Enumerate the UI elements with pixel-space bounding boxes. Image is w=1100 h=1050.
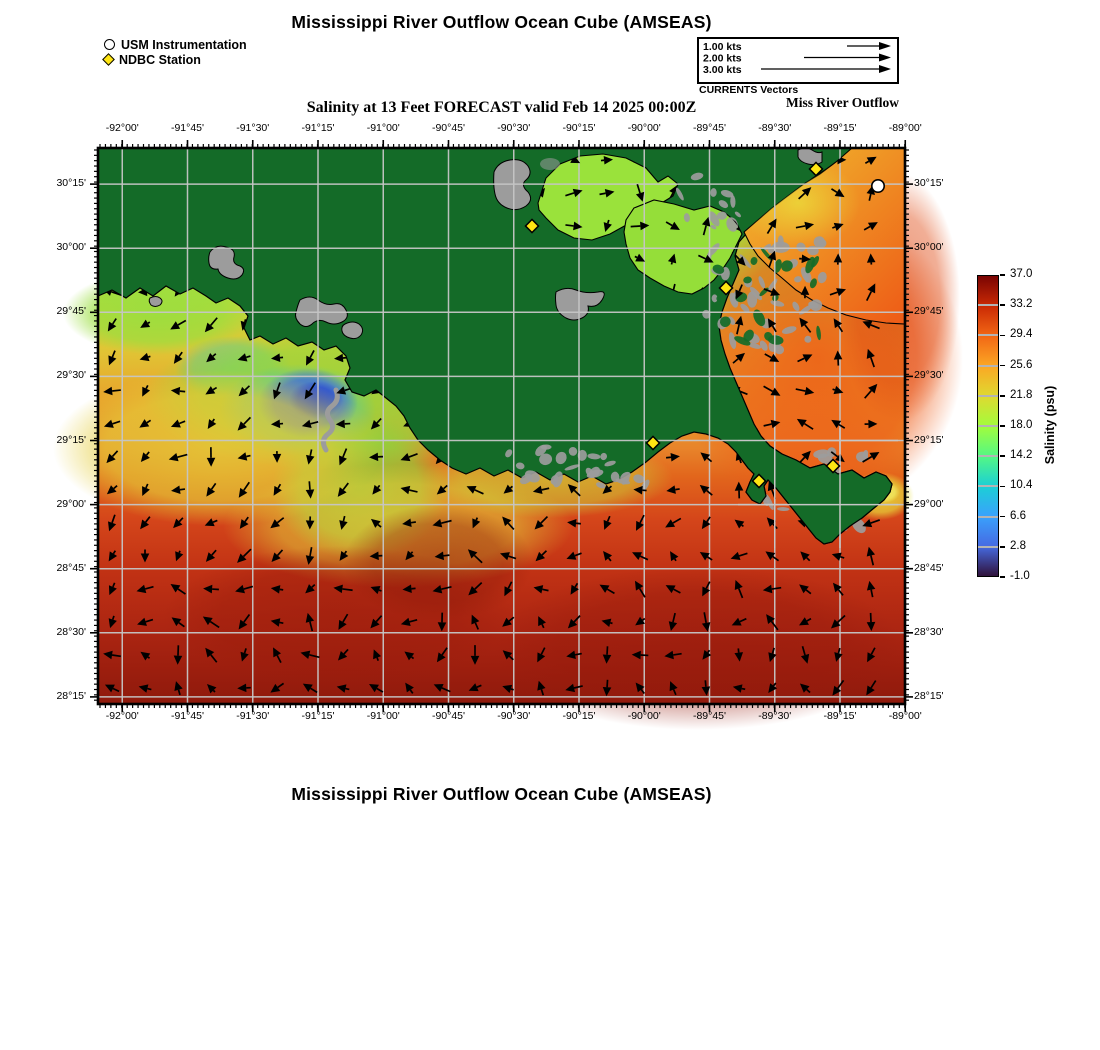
colorbar-tick-label: 29.4 <box>1010 328 1033 341</box>
lon-tick-label: -90°15' <box>562 122 596 134</box>
lon-tick-label: -90°45' <box>431 710 466 722</box>
miss-river-outflow-label: Miss River Outflow <box>786 95 899 110</box>
lon-tick-label: -90°00' <box>627 122 661 134</box>
colorbar-tick <box>1000 576 1005 578</box>
lon-tick-label: -92°00' <box>105 710 139 722</box>
colorbar-tick-label: 18.0 <box>1010 419 1033 431</box>
colorbar-gridline <box>978 334 998 336</box>
colorbar-tick-label: 10.4 <box>1010 479 1033 492</box>
lat-tick-label: 29°45' <box>56 305 86 318</box>
colorbar-tick <box>1000 395 1005 397</box>
lon-tick-label: -89°00' <box>888 122 922 134</box>
colorbar-axis-label: Salinity (psu) <box>1043 385 1057 465</box>
usm-circle-icon <box>104 39 115 50</box>
colorbar-tick-label: 25.6 <box>1010 358 1033 371</box>
lat-tick-label: 28°15' <box>914 689 944 702</box>
lon-tick-label: -92°00' <box>105 122 139 134</box>
colorbar-tick <box>1000 365 1005 367</box>
lon-tick-label: -89°45' <box>692 710 727 722</box>
colorbar-tick <box>1000 455 1005 457</box>
lat-tick-label: 30°15' <box>56 177 86 190</box>
lon-tick-label: -90°30' <box>497 122 531 134</box>
colorbar-tick-label: 37.0 <box>1010 268 1033 280</box>
lat-tick-label: 30°00' <box>56 241 86 254</box>
vector-legend-row-label: 1.00 kts <box>703 41 742 53</box>
lon-tick-label: -90°45' <box>431 122 466 134</box>
colorbar-tick-label: 14.2 <box>1010 449 1033 462</box>
lon-tick-label: -89°45' <box>692 122 727 134</box>
usm-legend-label: USM Instrumentation <box>121 37 247 52</box>
lat-tick-label: 28°45' <box>914 561 944 574</box>
colorbar-gridline <box>978 395 998 397</box>
lon-tick-label: -91°00' <box>366 122 400 134</box>
vector-legend-row-label: 3.00 kts <box>703 64 742 76</box>
lon-tick-label: -90°00' <box>627 710 661 722</box>
colorbar-gridline <box>978 455 998 457</box>
lat-tick-label: 29°30' <box>56 369 86 382</box>
legend-ndbc-row <box>104 52 201 67</box>
colorbar-gridline <box>978 546 998 548</box>
lat-tick-label: 28°30' <box>56 625 86 638</box>
lon-tick-label: -89°30' <box>758 710 792 722</box>
colorbar-gridline <box>978 304 998 306</box>
forecast-subtitle: Salinity at 13 Feet FORECAST valid Feb 14 2025 00:00Z <box>306 99 697 116</box>
lon-tick-label: -91°45' <box>170 710 205 722</box>
bottom-title: Mississippi River Outflow Ocean Cube (AMSEAS) <box>291 784 712 804</box>
colorbar-tick <box>1000 335 1005 337</box>
lon-tick-label: -91°15' <box>301 710 335 722</box>
vector-legend-arrows <box>699 39 892 77</box>
top-title: Mississippi River Outflow Ocean Cube (AMSEAS) <box>291 12 712 32</box>
lon-tick-label: -89°15' <box>823 122 857 134</box>
lon-tick-label: -91°45' <box>170 122 205 134</box>
colorbar-tick <box>1000 546 1005 548</box>
lat-tick-label: 29°15' <box>56 433 86 446</box>
lon-tick-label: -89°15' <box>823 710 857 722</box>
colorbar-tick <box>1000 486 1005 488</box>
lat-tick-label: 30°15' <box>914 177 944 190</box>
lon-tick-label: -91°30' <box>236 122 270 134</box>
colorbar-gridline <box>978 425 998 427</box>
lat-tick-label: 28°15' <box>56 689 86 702</box>
colorbar-tick <box>1000 516 1005 518</box>
lon-tick-label: -91°30' <box>236 710 270 722</box>
ndbc-legend-label: NDBC Station <box>119 52 201 67</box>
lon-tick-label: -90°15' <box>562 710 596 722</box>
lat-tick-label: 28°45' <box>56 561 86 574</box>
current-vector-legend-box <box>697 37 899 84</box>
colorbar-tick-label: 2.8 <box>1010 539 1026 552</box>
colorbar-gridline <box>978 516 998 518</box>
colorbar-tick <box>1000 304 1005 306</box>
colorbar-gridline <box>978 365 998 367</box>
lat-tick-label: 29°00' <box>914 497 944 510</box>
currents-vectors-caption: CURRENTS Vectors <box>699 84 799 96</box>
salinity-map <box>98 148 905 704</box>
lon-tick-label: -91°15' <box>301 122 335 134</box>
legend-usm-row <box>104 37 247 52</box>
colorbar-tick <box>1000 425 1005 427</box>
lat-tick-label: 29°45' <box>914 305 944 318</box>
ndbc-diamond-icon <box>102 53 115 66</box>
colorbar-tick-label: 33.2 <box>1010 298 1033 311</box>
lat-tick-label: 29°00' <box>56 497 86 510</box>
lon-tick-label: -90°30' <box>497 710 531 722</box>
lat-tick-label: 29°30' <box>914 369 944 382</box>
vector-legend-row-label: 2.00 kts <box>703 52 742 65</box>
colorbar-tick-label: 6.6 <box>1010 509 1026 522</box>
lat-tick-label: 29°15' <box>914 433 944 446</box>
colorbar-tick-label: 21.8 <box>1010 388 1033 401</box>
colorbar-gridline <box>978 485 998 487</box>
lon-tick-label: -91°00' <box>366 710 400 722</box>
colorbar-tick-label: -1.0 <box>1010 570 1030 582</box>
lat-tick-label: 30°00' <box>914 241 944 254</box>
lat-tick-label: 28°30' <box>914 625 944 638</box>
lon-tick-label: -89°30' <box>758 122 792 134</box>
colorbar-tick <box>1000 274 1005 276</box>
lon-tick-label: -89°00' <box>888 710 922 722</box>
